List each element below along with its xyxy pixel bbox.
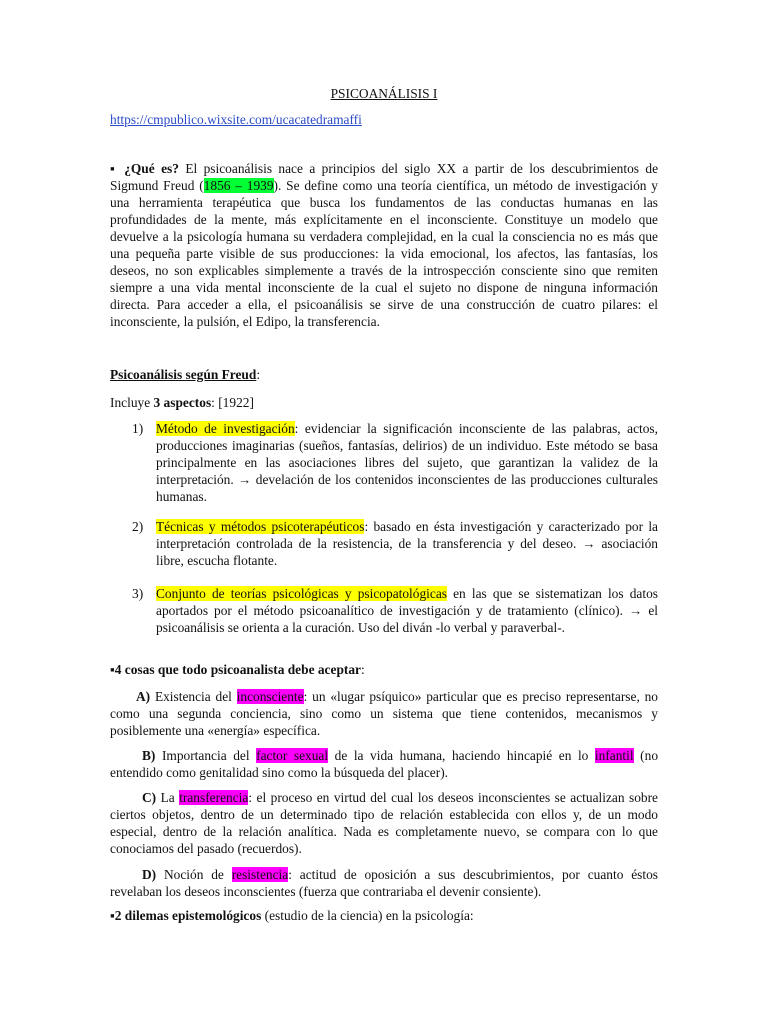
item-text-pre: La bbox=[156, 790, 180, 805]
aspect-number: 1) bbox=[132, 421, 144, 436]
item-letter: B) bbox=[142, 748, 156, 763]
dilemas-text: (estudio de la ciencia) en la psicología: bbox=[261, 908, 474, 923]
freud-heading-line bbox=[110, 366, 658, 383]
item-text-post: (no entendido como genitalidad sino como la búsqueda del placer). bbox=[110, 748, 659, 780]
que-es-label: ¿Qué es? bbox=[124, 161, 179, 176]
freud-heading-colon: : bbox=[256, 367, 261, 382]
aspect-highlight: Técnicas y métodos psicoterapéuticos bbox=[156, 519, 365, 534]
dilemas-line bbox=[110, 907, 658, 924]
reference-link[interactable]: https://cmpublico.wixsite.com/ucacatedramaffi bbox=[110, 112, 362, 127]
cuatro-item-d bbox=[110, 866, 658, 900]
cuatro-item-a bbox=[110, 688, 658, 739]
aspect-body bbox=[156, 585, 658, 636]
aspect-body bbox=[156, 518, 658, 569]
cuatro-item-c bbox=[110, 789, 658, 857]
cuatro-heading-line bbox=[110, 661, 658, 678]
item-text-mid: de la vida humana, haciendo hincapié en lo bbox=[328, 748, 595, 763]
item-text-post: : un «lugar psíquico» particular que es preciso representarse, no como una segunda conciencia, sino como un sistema que tiene contenidos, mecanismos y posiblemente una «energía» específica. bbox=[110, 689, 658, 738]
aspect-text: : evidenciar la significación inconsciente de las palabras, actos, producciones imaginarias (sueños, fantasías, delirios) de un individuo. Este método se basa principalmente en las asociaciones libres del sujeto, que garantizan la validez de la interpretación. → develación de los contenidos inconscientes de las producciones culturales humanas. bbox=[156, 421, 658, 504]
cuatro-item-b bbox=[110, 747, 658, 781]
cuatro-heading: ▪4 cosas que todo psicoanalista debe aceptar bbox=[110, 662, 361, 677]
cuatro-heading-colon: : bbox=[361, 662, 365, 677]
freud-dates-highlight: 1856 – 1939 bbox=[203, 178, 274, 193]
dilemas-heading: ▪2 dilemas epistemológicos bbox=[110, 908, 262, 923]
freud-heading: Psicoanálisis según Freud bbox=[110, 367, 257, 382]
incluye-text-c: : [1922] bbox=[211, 395, 254, 410]
infantil-highlight: infantil bbox=[594, 748, 634, 763]
resistencia-highlight: resistencia bbox=[231, 867, 289, 882]
que-es-text-a: El psicoanálisis nace a principios del siglo XX a partir de los descubrimientos de Sigmund Freud ( bbox=[110, 161, 659, 193]
item-text-pre: Importancia del bbox=[155, 748, 257, 763]
item-letter: A) bbox=[136, 689, 151, 704]
aspect-number: 3) bbox=[132, 586, 144, 601]
aspect-text: en las que se sistematizan los datos aportados por el método psicoanalítico de investigación y de tratamiento (clínico). → el psicoanálisis se orienta a la curación. Uso del diván -lo verbal y paraverbal-. bbox=[156, 586, 658, 635]
que-es-text-b: ). Se define como una teoría científica, un método de investigación y una herramienta terapéutica que busca los fundamentos de las conductas humanas en las profundidades de la mente, más explícitamente en el inconsciente. Constituye un modelo que devuelve a la psicología humana su verdadera complejidad, en la cual la consciencia no es más que una pequeña parte visible de sus producciones: la vida emocional, los afectos, las fantasías, los deseos, no son explicables simplemente a través de la introspección consciente sino que remiten siempre a una vida mental inconsciente de la cual el sujeto no dispone de ninguna información directa. Para acceder a ella, el psicoanálisis se sirve de una construcción de cuatro pilares: el inconsciente, la pulsión, el Edipo, la transferencia. bbox=[110, 178, 658, 329]
incluye-text-a: Incluye bbox=[110, 395, 154, 410]
inconsciente-highlight: inconsciente bbox=[236, 689, 304, 704]
aspect-highlight: Método de investigación bbox=[156, 421, 295, 436]
incluye-aspectos: 3 aspectos bbox=[153, 395, 212, 410]
bullet-glyph: ▪ bbox=[110, 161, 118, 176]
aspect-number: 2) bbox=[132, 519, 144, 534]
aspect-item-3 bbox=[110, 585, 658, 636]
aspect-highlight: Conjunto de teorías psicológicas y psicopatológicas bbox=[156, 586, 447, 601]
item-letter: D) bbox=[142, 867, 157, 882]
item-text-pre: Noción de bbox=[156, 867, 232, 882]
aspect-body bbox=[156, 420, 658, 505]
que-es-paragraph bbox=[110, 160, 658, 330]
aspect-item-1 bbox=[110, 420, 658, 505]
item-letter: C) bbox=[142, 790, 157, 805]
transferencia-highlight: transferencia bbox=[179, 790, 249, 805]
aspect-item-2 bbox=[110, 518, 658, 569]
reference-link-line bbox=[110, 111, 658, 128]
item-text-post: : actitud de oposición a sus descubrimientos, por cuanto éstos revelaban los deseos inconscientes (fuerza que contrariaba el devenir consiente). bbox=[110, 867, 658, 899]
item-text-pre: Existencia del bbox=[150, 689, 237, 704]
item-text-post: : el proceso en virtud del cual los deseos inconscientes se actualizan sobre ciertos objetos, dentro de un determinado tipo de relación establecida con ellos y, de un modo especial, dentro de la relación analítica. Nada es completamente nuevo, se compara con lo que conociamos del pasado (recuerdos). bbox=[110, 790, 658, 856]
aspect-text: : basado en ésta investigación y caracterizado por la interpretación controlada de la resistencia, de la transferencia y del deseo. → asociación libre, escucha flotante. bbox=[156, 519, 659, 568]
incluye-line bbox=[110, 394, 658, 411]
factor-sexual-highlight: factor sexual bbox=[256, 748, 329, 763]
page-title: PSICOANÁLISIS I bbox=[330, 86, 438, 101]
